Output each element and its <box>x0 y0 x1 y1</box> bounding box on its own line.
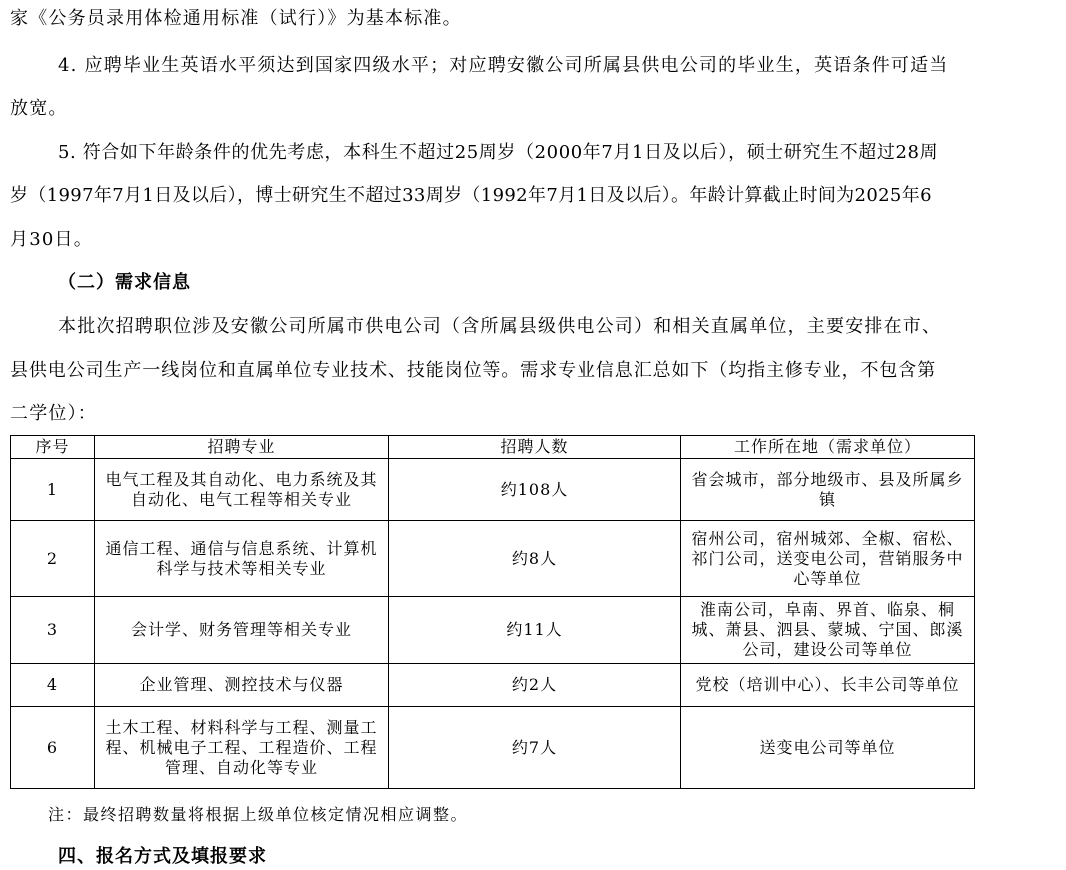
header-major: 招聘专业 <box>95 436 389 459</box>
table-row <box>11 459 975 521</box>
paragraph-line: 本批次招聘职位涉及安徽公司所属市供电公司（含所属县级供电公司）和相关直属单位，主要安排在市、 <box>58 316 942 337</box>
cell-location: 党校（培训中心）、长丰公司等单位 <box>681 664 975 707</box>
paragraph-line: 5. 符合如下年龄条件的优先考虑，本科生不超过25周岁（2000年7月1日及以后），硕士研究生不超过28周 <box>58 142 939 163</box>
cell-location: 宿州公司，宿州城郊、全椒、宿松、祁门公司，送变电公司，营销服务中心等单位 <box>681 521 975 597</box>
paragraph-line: 4. 应聘毕业生英语水平须达到国家四级水平；对应聘安徽公司所属县供电公司的毕业生，英语条件可适当 <box>58 55 949 76</box>
cell-count: 约11人 <box>389 597 681 664</box>
table-note: 注：最终招聘数量将根据上级单位核定情况相应调整。 <box>48 805 469 824</box>
cell-location: 送变电公司等单位 <box>681 707 975 789</box>
cell-location: 省会城市，部分地级市、县及所属乡镇 <box>681 459 975 521</box>
section-heading: 四、报名方式及填报要求 <box>58 846 267 867</box>
table-row <box>11 707 975 789</box>
paragraph-line: 二学位）： <box>10 403 97 424</box>
header-count: 招聘人数 <box>389 436 681 459</box>
cell-major: 企业管理、测控技术与仪器 <box>95 664 389 707</box>
paragraph-line: 岁（1997年7月1日及以后），博士研究生不超过33周岁（1992年7月1日及以后）。年龄计算截止时间为2025年6 <box>10 185 932 206</box>
cell-major: 土木工程、材料科学与工程、测量工程、机械电子工程、工程造价、工程管理、自动化等专业 <box>95 707 389 789</box>
paragraph-line: 家《公务员录用体检通用标准（试行）》为基本标准。 <box>10 8 462 29</box>
paragraph-line: 县供电公司生产一线岗位和直属单位专业技术、技能岗位等。需求专业信息汇总如下（均指主修专业，不包含第 <box>10 360 937 381</box>
paragraph-line: 月30日。 <box>10 229 93 250</box>
cell-no: 3 <box>11 597 95 664</box>
cell-major: 电气工程及其自动化、电力系统及其自动化、电气工程等相关专业 <box>95 459 389 521</box>
header-no: 序号 <box>11 436 95 459</box>
section-heading: （二）需求信息 <box>58 272 191 293</box>
cell-major: 通信工程、通信与信息系统、计算机科学与技术等相关专业 <box>95 521 389 597</box>
cell-no: 1 <box>11 459 95 521</box>
paragraph-line: 放宽。 <box>10 98 68 119</box>
recruitment-table <box>10 435 975 789</box>
cell-no: 6 <box>11 707 95 789</box>
cell-count: 约8人 <box>389 521 681 597</box>
cell-no: 4 <box>11 664 95 707</box>
table-row <box>11 664 975 707</box>
table-row <box>11 597 975 664</box>
cell-count: 约7人 <box>389 707 681 789</box>
cell-location: 淮南公司，阜南、界首、临泉、桐城、萧县、泗县、蒙城、宁国、郎溪公司，建设公司等单位 <box>681 597 975 664</box>
cell-no: 2 <box>11 521 95 597</box>
cell-count: 约108人 <box>389 459 681 521</box>
table-header-row <box>11 436 975 459</box>
cell-major: 会计学、财务管理等相关专业 <box>95 597 389 664</box>
table-row <box>11 521 975 597</box>
header-location: 工作所在地（需求单位） <box>681 436 975 459</box>
cell-count: 约2人 <box>389 664 681 707</box>
